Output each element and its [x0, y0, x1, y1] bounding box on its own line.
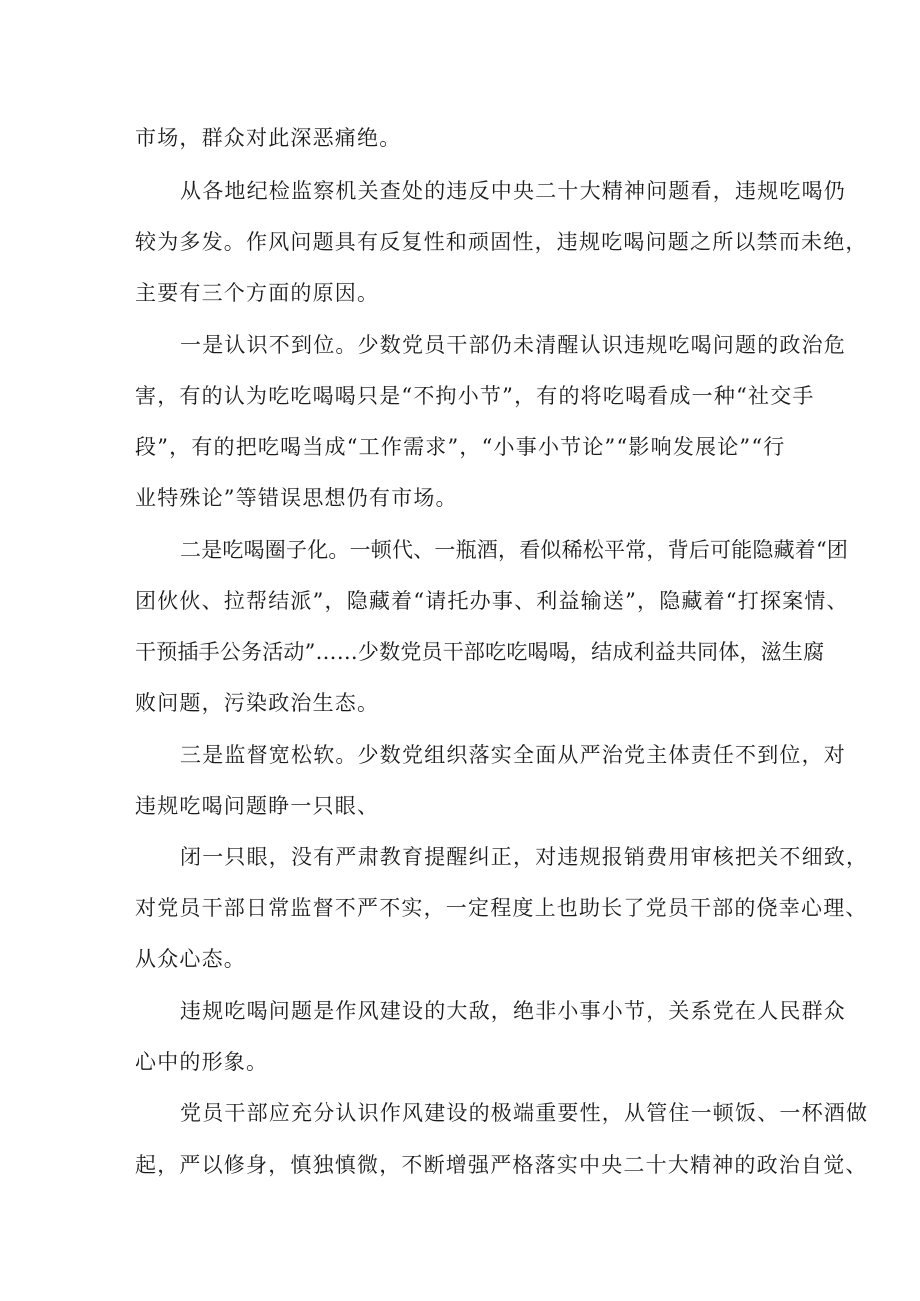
text-line: 心中的形象。	[135, 1050, 269, 1074]
text-line: 段”，有的把吃喝当成“工作需求”，“小事小节论”“影响发展论”“行	[135, 435, 786, 459]
paragraph-first-line: 三是监督宽松软。少数党组织落实全面从严治党主体责任不到位，对	[180, 743, 846, 767]
paragraph-first-line: 党员干部应充分认识作风建设的极端重要性，从管住一顿饭、一杯酒做	[180, 1101, 869, 1125]
text-line: 违规吃喝问题睁一只眼、	[135, 794, 380, 818]
text-line: 较为多发。作风问题具有反复性和顽固性，违规吃喝问题之所以禁而未绝，	[135, 230, 868, 254]
text-line: 团伙伙、拉帮结派”，隐藏着“请托办事、利益输送”，隐藏着“打探案情、	[135, 589, 849, 613]
text-line: 业特殊论”等错误思想仍有市场。	[135, 486, 458, 510]
text-line: 市场，群众对此深恶痛绝。	[135, 126, 402, 150]
text-line: 干预插手公务活动”……少数党员干部吃吃喝喝，结成利益共同体，滋生腐	[135, 640, 825, 664]
paragraph-first-line: 一是认识不到位。少数党员干部仍未清醒认识违规吃喝问题的政治危	[180, 333, 846, 357]
text-line: 败问题，污染政治生态。	[135, 691, 380, 715]
paragraph-first-line: 闭一只眼，没有严肃教育提醒纠正，对违规报销费用审核把关不细致，	[180, 845, 869, 869]
paragraph-first-line: 从各地纪检监察机关查处的违反中央二十大精神问题看，违规吃喝仍	[180, 179, 846, 203]
text-line: 起，严以修身，慎独慎微，不断增强严格落实中央二十大精神的政治自觉、	[135, 1153, 868, 1177]
text-line: 对党员干部日常监督不严不实，一定程度上也助长了党员干部的侥幸心理、	[135, 896, 868, 920]
text-line: 害，有的认为吃吃喝喝只是“不拘小节”，有的将吃喝看成一种“社交手	[135, 384, 815, 408]
text-line: 从众心态。	[135, 947, 246, 971]
paragraph-first-line: 二是吃喝圈子化。一顿代、一瓶酒，看似稀松平常，背后可能隐藏着“团	[180, 538, 849, 562]
text-line: 主要有三个方面的原因。	[135, 281, 380, 305]
paragraph-first-line: 违规吃喝问题是作风建设的大敌，绝非小事小节，关系党在人民群众	[180, 999, 846, 1023]
